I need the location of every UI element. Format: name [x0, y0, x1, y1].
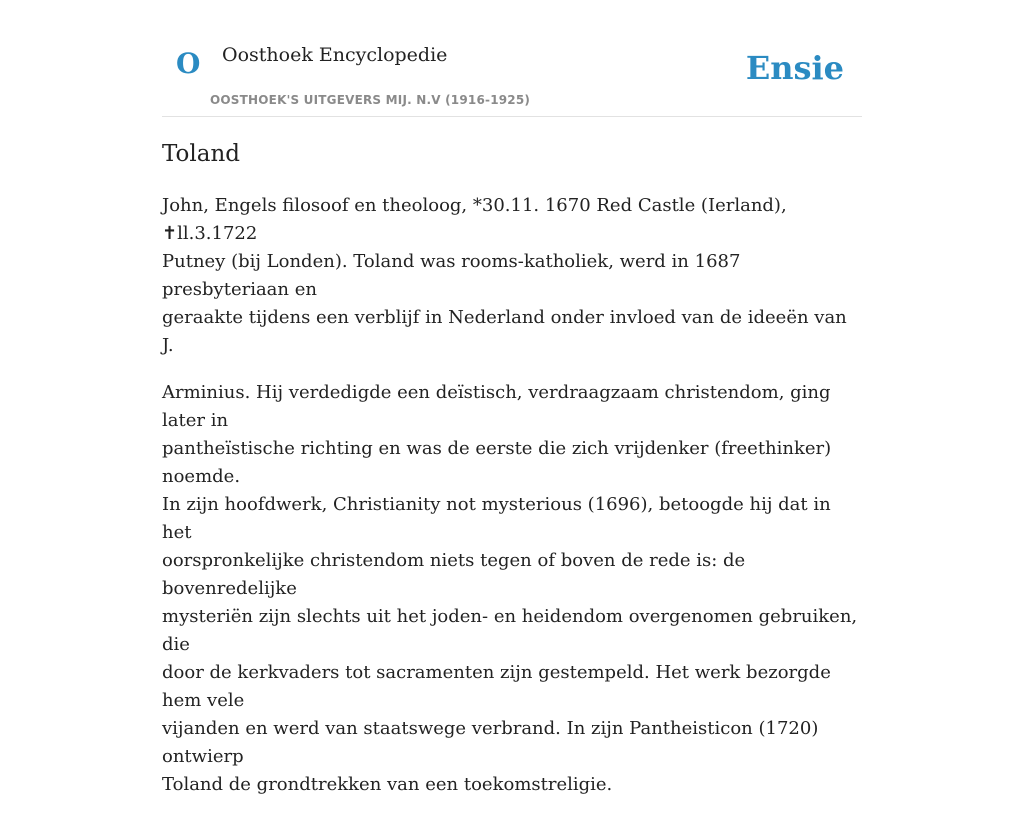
source-subtitle: OOSTHOEK'S UITGEVERS MIJ. N.V (1916-1925)	[210, 93, 531, 107]
article-paragraph: John, Engels filosoof en theoloog, *30.11. 1670 Red Castle (Ierland), ✝ll.3.1722 Putney (bij Londen). Toland was rooms-katholiek, werd in 1687 presbyteriaan en geraakte tijdens een verblijf in Nederland onder invloed van de ideeën van J.	[162, 195, 847, 356]
site-header	[162, 0, 862, 117]
ensie-brand-link[interactable]: Ensie	[745, 49, 844, 87]
source-logo[interactable]: O	[176, 47, 201, 80]
article-body	[162, 192, 862, 818]
source-title[interactable]: Oosthoek Encyclopedie	[222, 44, 448, 66]
article-paragraph: Arminius. Hij verdedigde een deïstisch, verdraagzaam christendom, ging later in pantheïstische richting en was de eerste die zich vrijdenker (freethinker) noemde. In zijn hoofdwerk, Christianity not mysterious (1696), betoogde hij dat in het oorspronkelijke christendom niets tegen of boven de rede is: de bovenredelijke mysteriën zijn slechts uit het joden- en heidendom overgenomen gebruiken, die door de kerkvaders tot sacramenten zijn gestempeld. Het werk bezorgde hem vele vijanden en werd van staatswege verbrand. In zijn Pantheisticon (1720) ontwierp Toland de grondtrekken van een toekomstreligie.	[162, 382, 858, 795]
article-title: Toland	[162, 141, 241, 167]
